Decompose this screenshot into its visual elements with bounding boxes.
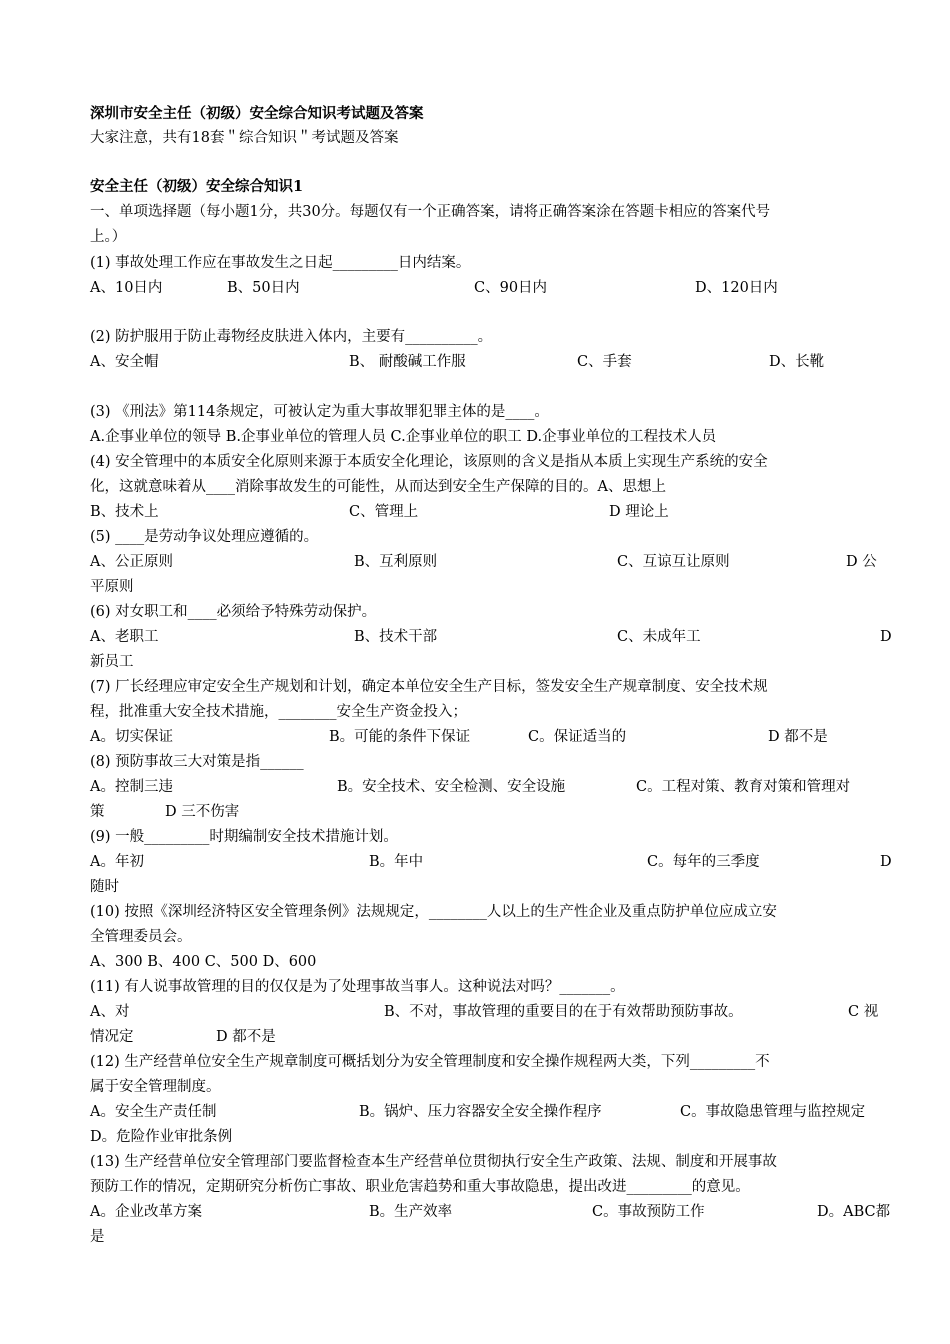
question-5-option-d-cont: 平原则 bbox=[90, 579, 134, 595]
question-11-option-c: C 视 bbox=[848, 1004, 879, 1020]
question-13-line-2: 预防工作的情况，定期研究分析伤亡事故、职业危害趋势和重大事故隐患，提出改进_________的意见。 bbox=[90, 1179, 750, 1195]
question-11-option-c-cont: 情况定 bbox=[90, 1029, 134, 1045]
question-5-option-c: C、互谅互让原则 bbox=[617, 554, 730, 570]
question-1-option-c: C、90日内 bbox=[474, 280, 548, 296]
question-7-line-2: 程，批准重大安全技术措施，________安全生产资金投入； bbox=[90, 704, 467, 720]
question-10-options: A、300 B、400 C、500 D、600 bbox=[90, 954, 317, 970]
question-6-option-d: D bbox=[880, 629, 892, 645]
question-11-option-b: B、不对，事故管理的重要目的在于有效帮助预防事故。 bbox=[384, 1004, 743, 1020]
question-11-option-d: D 都不是 bbox=[216, 1029, 276, 1045]
question-9-option-a: A。年初 bbox=[90, 854, 144, 870]
question-7-line-1: (7) 厂长经理应审定安全生产规划和计划，确定本单位安全生产目标，签发安全生产规章制度、安全技术规 bbox=[90, 679, 768, 695]
question-8-option-c: C。工程对策、教育对策和管理对 bbox=[636, 779, 851, 795]
question-6-option-b: B、技术干部 bbox=[354, 629, 438, 645]
instructions-line-1: 一、单项选择题（每小题1分，共30分。每题仅有一个正确答案，请将正确答案涂在答题卡相应的答案代号 bbox=[90, 204, 771, 220]
question-4-option-d: D 理论上 bbox=[609, 504, 669, 520]
question-1-option-d: D、120日内 bbox=[695, 280, 778, 296]
question-10-line-2: 全管理委员会。 bbox=[90, 929, 192, 945]
question-2-option-b: B、 耐酸碱工作服 bbox=[349, 354, 466, 370]
question-5-stem: (5) ____是劳动争议处理应遵循的。 bbox=[90, 529, 319, 545]
question-12-option-c: C。事故隐患管理与监控规定 bbox=[680, 1104, 866, 1120]
question-7-option-d: D 都不是 bbox=[768, 729, 828, 745]
document-title: 深圳市安全主任（初级）安全综合知识考试题及答案 bbox=[90, 105, 424, 122]
question-12-option-d: D。危险作业审批条例 bbox=[90, 1129, 233, 1145]
question-7-option-a: A。切实保证 bbox=[90, 729, 173, 745]
question-5-option-a: A、公正原则 bbox=[90, 554, 173, 570]
question-4-option-b: B、技术上 bbox=[90, 504, 159, 520]
question-3-options: A.企事业单位的领导 B.企事业单位的管理人员 C.企事业单位的职工 D.企事业单位的工程技术人员 bbox=[90, 429, 717, 445]
question-8-option-d: D 三不伤害 bbox=[165, 804, 240, 820]
question-6-option-d-cont: 新员工 bbox=[90, 654, 134, 670]
question-13-line-1: (13) 生产经营单位安全管理部门要监督检查本生产经营单位贯彻执行安全生产政策、法规、制度和开展事故 bbox=[90, 1154, 777, 1170]
question-6-option-c: C、未成年工 bbox=[617, 629, 701, 645]
question-7-option-c: C。保证适当的 bbox=[528, 729, 627, 745]
question-3-stem: (3) 《刑法》第114条规定，可被认定为重大事故罪犯罪主体的是____。 bbox=[90, 404, 549, 420]
question-1-option-a: A、10日内 bbox=[90, 280, 163, 296]
question-9-option-d-cont: 随时 bbox=[90, 879, 119, 895]
question-4-line-1: (4) 安全管理中的本质安全化原则来源于本质安全化理论，该原则的含义是指从本质上实现生产系统的安全 bbox=[90, 454, 768, 470]
question-9-option-d: D bbox=[880, 854, 892, 870]
question-8-stem: (8) 预防事故三大对策是指______ bbox=[90, 754, 304, 770]
question-5-option-b: B、互利原则 bbox=[354, 554, 438, 570]
question-5-option-d: D 公 bbox=[846, 554, 877, 570]
question-6-option-a: A、老职工 bbox=[90, 629, 159, 645]
question-12-option-a: A。安全生产责任制 bbox=[90, 1104, 217, 1120]
question-4-option-c: C、管理上 bbox=[349, 504, 419, 520]
question-9-option-b: B。年中 bbox=[369, 854, 424, 870]
question-8-option-a: A。控制三违 bbox=[90, 779, 173, 795]
question-11-stem: (11) 有人说事故管理的目的仅仅是为了处理事故当事人。这种说法对吗？_______。 bbox=[90, 979, 625, 995]
question-13-option-c: C。事故预防工作 bbox=[592, 1204, 705, 1220]
question-2-option-a: A、安全帽 bbox=[90, 354, 159, 370]
instructions-line-2: 上。） bbox=[90, 229, 127, 245]
question-9-option-c: C。每年的三季度 bbox=[647, 854, 760, 870]
question-13-option-a: A。企业改革方案 bbox=[90, 1204, 202, 1220]
question-1-stem: (1) 事故处理工作应在事故发生之日起_________日内结案。 bbox=[90, 255, 471, 271]
question-13-option-d-cont: 是 bbox=[90, 1229, 105, 1245]
question-12-line-2: 属于安全管理制度。 bbox=[90, 1079, 221, 1095]
question-8-option-c-cont: 策 bbox=[90, 804, 105, 820]
question-2-option-c: C、手套 bbox=[577, 354, 632, 370]
question-12-option-b: B。锅炉、压力容器安全安全操作程序 bbox=[359, 1104, 602, 1120]
question-2-option-d: D、长靴 bbox=[769, 354, 825, 370]
question-13-option-d: D。ABC都 bbox=[817, 1204, 891, 1220]
question-2-stem: (2) 防护服用于防止毒物经皮肤进入体内，主要有__________。 bbox=[90, 329, 493, 345]
question-13-option-b: B。生产效率 bbox=[369, 1204, 453, 1220]
question-6-stem: (6) 对女职工和____必须给予特殊劳动保护。 bbox=[90, 604, 377, 620]
question-7-option-b: B。可能的条件下保证 bbox=[329, 729, 471, 745]
question-10-line-1: (10) 按照《深圳经济特区安全管理条例》法规规定，________人以上的生产性企业及重点防护单位应成立安 bbox=[90, 904, 777, 920]
question-12-line-1: (12) 生产经营单位安全生产规章制度可概括划分为安全管理制度和安全操作规程两大类，下列_________不 bbox=[90, 1054, 770, 1070]
question-8-option-b: B。安全技术、安全检测、安全设施 bbox=[337, 779, 566, 795]
question-9-stem: (9) 一般_________时期编制安全技术措施计划。 bbox=[90, 829, 398, 845]
section-title: 安全主任（初级）安全综合知识1 bbox=[90, 178, 304, 195]
intro-text: 大家注意，共有18套＂综合知识＂考试题及答案 bbox=[90, 130, 399, 146]
question-11-option-a: A、对 bbox=[90, 1004, 130, 1020]
question-1-option-b: B、50日内 bbox=[227, 280, 300, 296]
question-4-line-2: 化，这就意味着从____消除事故发生的可能性，从而达到安全生产保障的目的。A、思想上 bbox=[90, 479, 666, 495]
